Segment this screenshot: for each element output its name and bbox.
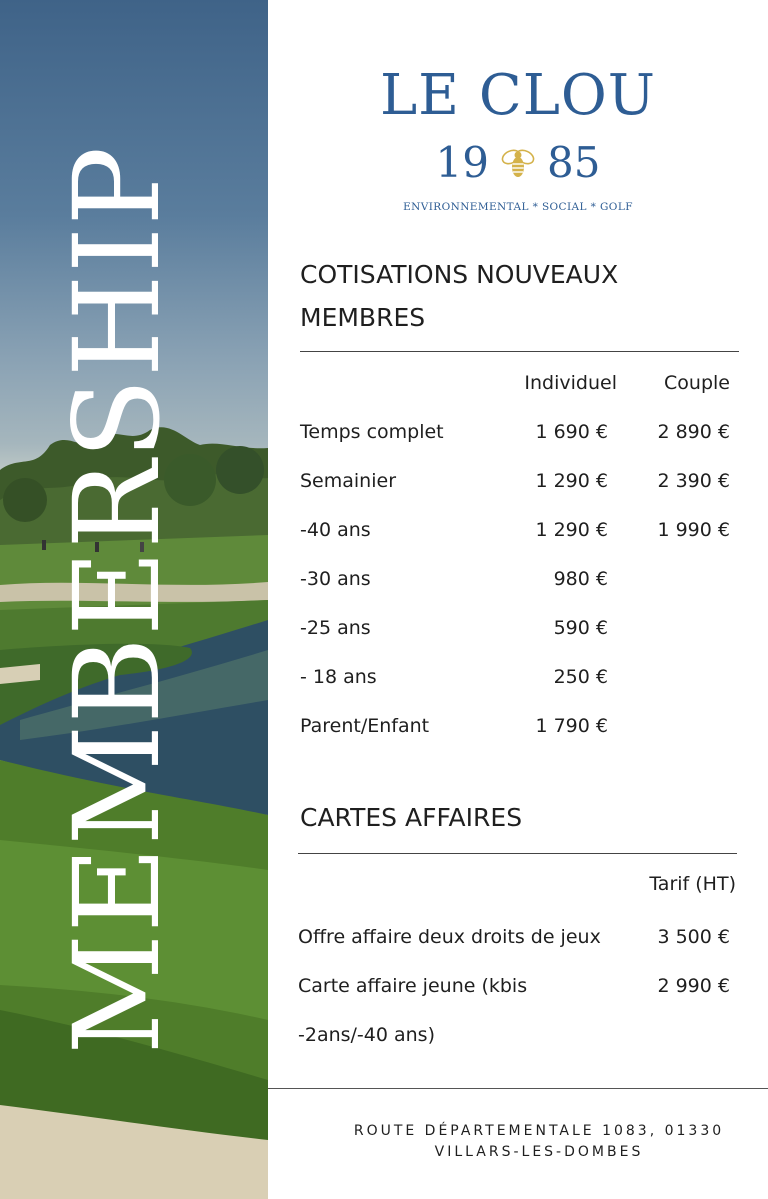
footer-address: [268, 1121, 768, 1163]
row-label: -25 ans: [300, 617, 371, 639]
members-section-title: [300, 253, 740, 339]
row-couple-price: 2 890 €: [657, 421, 730, 443]
business-divider: [298, 853, 737, 854]
brand-name: LE CLOU: [379, 63, 656, 128]
brand-tagline: ENVIRONNEMENTAL * SOCIAL * GOLF: [403, 201, 633, 213]
row-label: -30 ans: [300, 568, 371, 590]
business-section-title: CARTES AFFAIRES: [300, 803, 523, 832]
brand-year-left: 19: [435, 138, 489, 187]
address-line2: VILLARS-LES-DOMBES: [434, 1144, 644, 1160]
row-individual-price: 250 €: [553, 666, 608, 688]
row-label: Temps complet: [300, 421, 444, 443]
brand-year: [268, 138, 768, 187]
golf-course-photo: [0, 0, 268, 1199]
membership-vertical-title: MEMBERSHIP: [48, 145, 186, 1055]
row-individual-price: 1 790 €: [535, 715, 608, 737]
row-couple-price: 2 390 €: [657, 470, 730, 492]
business-row-price: 3 500 €: [657, 926, 730, 948]
row-individual-price: 1 290 €: [535, 519, 608, 541]
row-label: Parent/Enfant: [300, 715, 430, 737]
col-header-price: Tarif (HT): [649, 873, 736, 895]
row-label: Semainier: [300, 470, 397, 492]
row-label: -40 ans: [300, 519, 371, 541]
address-line1: ROUTE DÉPARTEMENTALE 1083, 01330: [353, 1123, 725, 1139]
footer-divider: [268, 1088, 768, 1089]
col-header-couple: Couple: [664, 372, 730, 394]
business-row-label: Carte affaire jeune (kbis: [298, 975, 528, 997]
row-individual-price: 1 290 €: [535, 470, 608, 492]
members-title-line1: COTISATIONS NOUVEAUX: [300, 260, 619, 289]
row-individual-price: 980 €: [553, 568, 608, 590]
business-row-price: 2 990 €: [657, 975, 730, 997]
row-couple-price: 1 990 €: [657, 519, 730, 541]
row-individual-price: 1 690 €: [535, 421, 608, 443]
members-divider: [300, 351, 739, 352]
business-row-label: Offre affaire deux droits de jeux: [298, 926, 601, 948]
col-header-individual: Individuel: [524, 372, 617, 394]
row-label: - 18 ans: [300, 666, 377, 688]
row-individual-price: 590 €: [553, 617, 608, 639]
members-title-line2: MEMBRES: [300, 303, 426, 332]
business-row-label-continuation: -2ans/-40 ans): [298, 1024, 435, 1046]
brand-year-right: 85: [547, 138, 601, 187]
bee-icon: [497, 142, 539, 184]
